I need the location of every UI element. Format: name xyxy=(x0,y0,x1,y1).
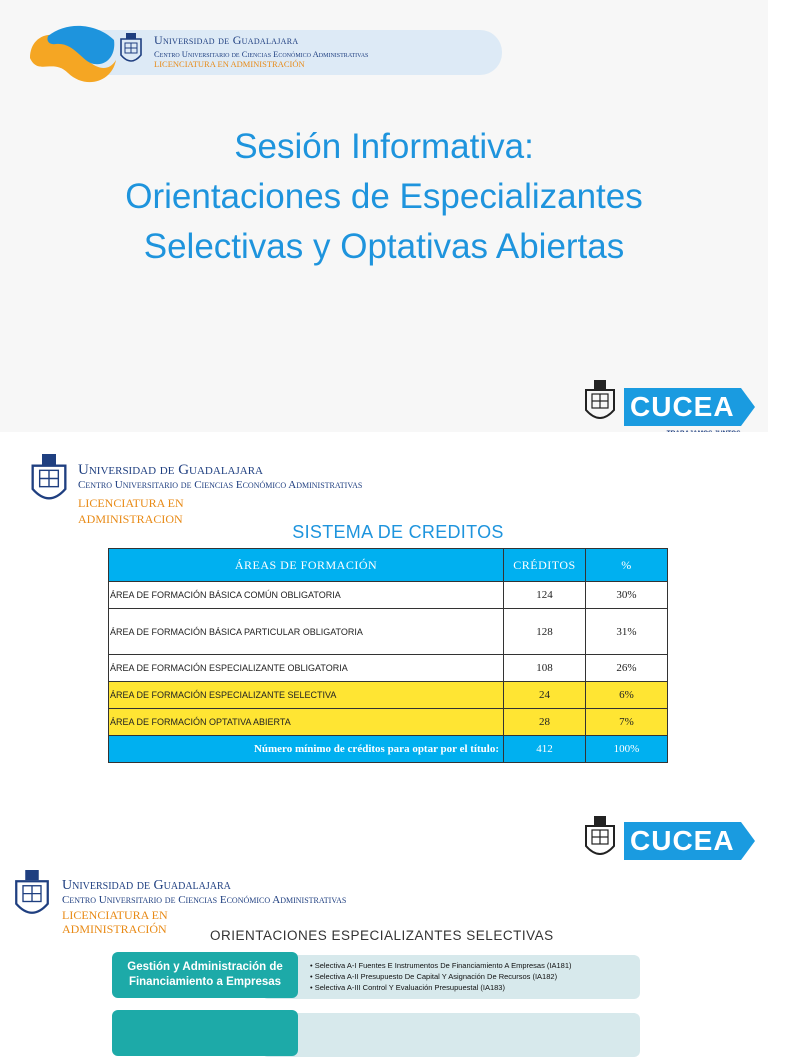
row-percent: 30% xyxy=(586,582,668,609)
row-creditos: 128 xyxy=(504,609,586,655)
orientation-courses-panel xyxy=(262,1013,640,1057)
section-title: SISTEMA DE CREDITOS xyxy=(292,522,504,542)
centro-name: Centro Universitario de Ciencias Económico Administrativas xyxy=(62,894,347,906)
table-row xyxy=(109,582,668,609)
title-line-3: Selectivas y Optativas Abiertas xyxy=(143,227,625,266)
licenciatura-line-1: LICENCIATURA EN xyxy=(62,908,168,922)
row-area: ÁREA DE FORMACIÓN BÁSICA PARTICULAR OBLIGATORIA xyxy=(109,609,504,655)
orientation-course-list xyxy=(310,960,572,993)
orientation-box xyxy=(112,1010,298,1056)
credits-slide xyxy=(0,432,768,864)
row-area: ÁREA DE FORMACIÓN BÁSICA COMÚN OBLIGATORIA xyxy=(109,582,504,609)
row-area: ÁREA DE FORMACIÓN ESPECIALIZANTE OBLIGATORIA xyxy=(109,655,504,682)
page-title xyxy=(0,122,768,272)
centro-name: Centro Universitario de Ciencias Económico Administrativas xyxy=(154,49,369,59)
row-area: ÁREA DE FORMACIÓN OPTATIVA ABIERTA xyxy=(109,709,504,736)
row-creditos: 28 xyxy=(504,709,586,736)
licenciatura-name: LICENCIATURA EN ADMINISTRACIÓN xyxy=(154,59,305,69)
total-percent: 100% xyxy=(586,736,668,763)
list-item: • Selectiva A-II Presupuesto De Capital Y Asignación De Recursos (IA182) xyxy=(310,971,572,982)
table-row xyxy=(109,609,668,655)
institution-header xyxy=(78,462,362,527)
university-seal-icon xyxy=(28,454,70,510)
row-creditos: 108 xyxy=(504,655,586,682)
cucea-wordmark: CUCEA xyxy=(624,388,741,426)
table-total-row xyxy=(109,736,668,763)
table-header-row xyxy=(109,549,668,582)
university-seal-icon xyxy=(118,33,144,69)
orientations-slide xyxy=(0,864,768,1024)
row-percent: 6% xyxy=(586,682,668,709)
wave-logo-icon xyxy=(28,18,118,88)
title-line-1: Sesión Informativa: xyxy=(234,127,534,166)
header-areas: ÁREAS DE FORMACIÓN xyxy=(109,549,504,582)
table-row xyxy=(109,655,668,682)
total-label: Número mínimo de créditos para optar por el título: xyxy=(109,736,504,763)
cucea-wordmark: CUCEA xyxy=(624,822,741,860)
cucea-seal-icon xyxy=(583,816,617,864)
title-slide xyxy=(0,0,768,432)
table-row-highlighted xyxy=(109,709,668,736)
cucea-seal-icon xyxy=(583,380,617,428)
orientation-item xyxy=(112,952,640,998)
university-name: Universidad de Guadalajara xyxy=(78,462,263,478)
table-row-highlighted xyxy=(109,682,668,709)
licenciatura-line-1: LICENCIATURA EN xyxy=(78,496,184,510)
orientation-item-partial xyxy=(112,1010,640,1056)
licenciatura-line-2: ADMINISTRACION xyxy=(78,512,183,526)
row-area: ÁREA DE FORMACIÓN ESPECIALIZANTE SELECTIVA xyxy=(109,682,504,709)
row-percent: 26% xyxy=(586,655,668,682)
row-percent: 31% xyxy=(586,609,668,655)
row-creditos: 24 xyxy=(504,682,586,709)
university-name: Universidad de Guadalajara xyxy=(62,878,231,893)
section-title: ORIENTACIONES ESPECIALIZANTES SELECTIVAS xyxy=(210,928,554,943)
university-name: Universidad de Guadalajara xyxy=(154,33,299,47)
header-creditos: CRÉDITOS xyxy=(504,549,586,582)
licenciatura-line-2: ADMINISTRACIÓN xyxy=(62,922,167,936)
title-line-2: Orientaciones de Especializantes xyxy=(125,177,643,216)
centro-name: Centro Universitario de Ciencias Económico Administrativas xyxy=(78,479,363,491)
row-percent: 7% xyxy=(586,709,668,736)
university-seal-icon xyxy=(12,870,52,924)
cucea-logo xyxy=(624,822,755,860)
list-item: • Selectiva A-I Fuentes E Instrumentos De Financiamiento A Empresas (IA181) xyxy=(310,960,572,971)
list-item: • Selectiva A-III Control Y Evaluación Presupuestal (IA183) xyxy=(310,982,572,993)
header-percent: % xyxy=(586,549,668,582)
cucea-logo xyxy=(624,388,755,426)
row-creditos: 124 xyxy=(504,582,586,609)
cucea-arrow-icon xyxy=(741,822,755,860)
institution-header xyxy=(154,33,368,69)
credits-table xyxy=(108,548,668,763)
total-creditos: 412 xyxy=(504,736,586,763)
orientation-name: Gestión y Administración de Financiamiento a Empresas xyxy=(112,952,298,998)
cucea-arrow-icon xyxy=(741,388,755,426)
